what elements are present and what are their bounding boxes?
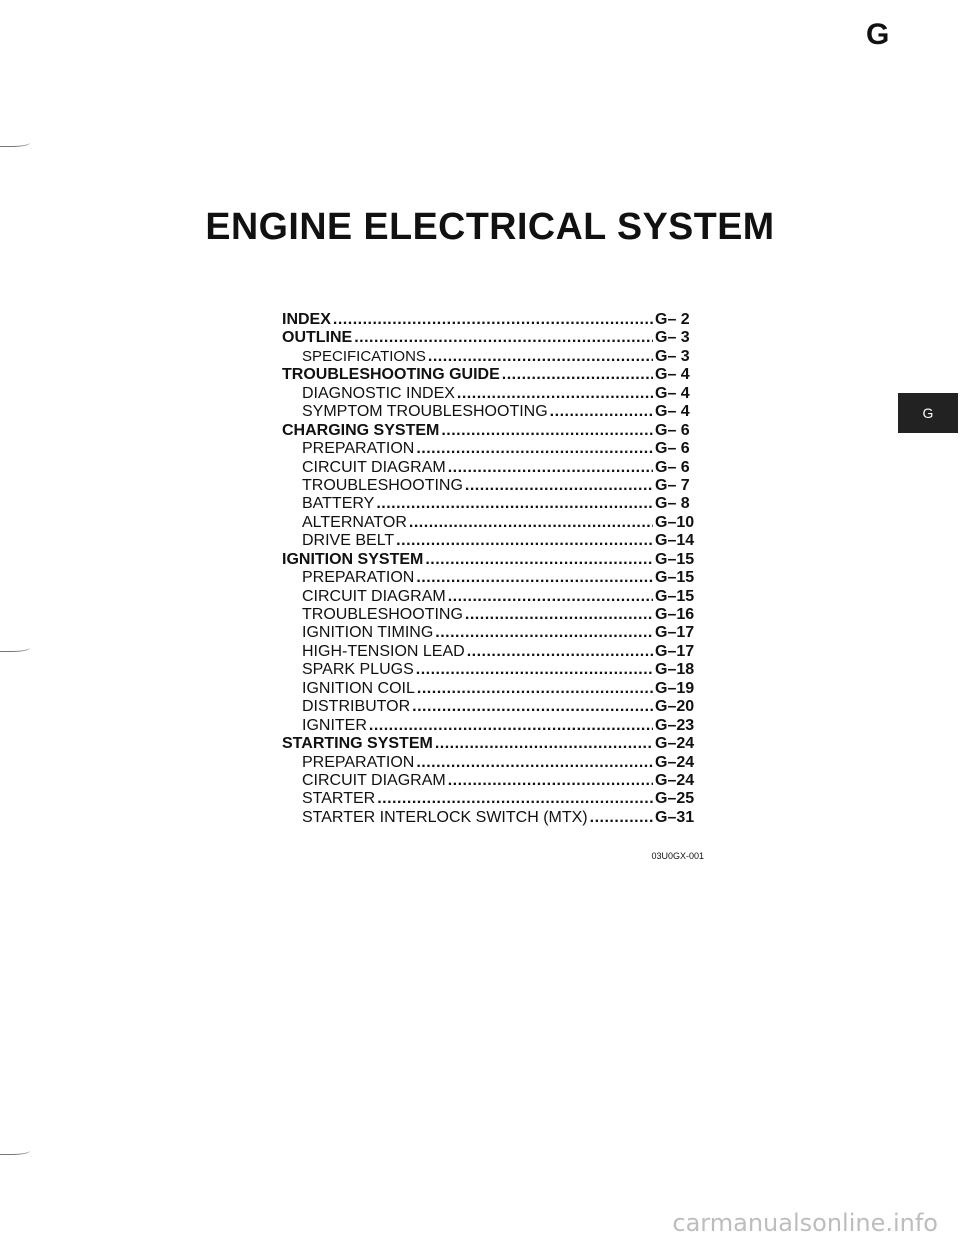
toc-entry-label: ALTERNATOR <box>302 513 407 531</box>
toc-entry-page: G–17 <box>655 642 695 660</box>
toc-entry-page: G– 3 <box>655 329 690 347</box>
toc-leader-dots <box>590 809 653 827</box>
toc-entry-label: STARTER INTERLOCK SWITCH (MTX) <box>302 808 588 826</box>
toc-entry-page: G–18 <box>655 661 695 679</box>
toc-entry[interactable] <box>282 329 707 347</box>
toc-entry-label: CIRCUIT DIAGRAM <box>302 587 446 605</box>
toc-entry[interactable] <box>282 403 707 421</box>
toc-entry-page: G– 4 <box>655 403 690 421</box>
toc-leader-dots <box>467 643 653 661</box>
toc-entry-label: SYMPTOM TROUBLESHOOTING <box>302 403 548 421</box>
toc-entry[interactable] <box>282 772 707 790</box>
toc-entry-label: TROUBLESHOOTING GUIDE <box>282 366 500 384</box>
toc-entry[interactable] <box>282 606 707 624</box>
toc-entry-page: G–16 <box>655 606 695 623</box>
toc-entry-page: G–15 <box>655 587 695 605</box>
toc-leader-dots <box>412 698 653 716</box>
toc-entry-label: DIAGNOSTIC INDEX <box>302 384 455 402</box>
toc-entry-page: G–31 <box>655 808 695 826</box>
toc-entry-label: TROUBLESHOOTING <box>302 606 463 623</box>
toc-entry-page: G– 6 <box>655 440 690 458</box>
toc-entry[interactable] <box>282 551 707 569</box>
toc-entry-page: G– 3 <box>655 347 690 365</box>
toc-entry-page: G– 6 <box>655 458 690 476</box>
toc-entry-page: G– 2 <box>655 311 690 328</box>
toc-entry[interactable] <box>282 422 707 440</box>
toc-entry-label: STARTING SYSTEM <box>282 735 433 753</box>
document-code: 03U0GX-001 <box>651 851 704 861</box>
toc-entry[interactable] <box>282 385 707 403</box>
toc-leader-dots <box>396 532 653 550</box>
toc-leader-dots <box>416 569 653 587</box>
toc-entry[interactable] <box>282 348 707 366</box>
toc-leader-dots <box>435 624 653 642</box>
toc-entry-page: G–15 <box>655 569 695 587</box>
toc-leader-dots <box>425 551 653 569</box>
toc-entry-page: G–10 <box>655 513 695 531</box>
toc-entry-page: G–23 <box>655 716 695 734</box>
toc-entry-page: G–24 <box>655 753 695 771</box>
toc-entry-page: G– 4 <box>655 384 690 402</box>
toc-entry-page: G–24 <box>655 771 695 789</box>
toc-leader-dots <box>465 477 653 495</box>
toc-leader-dots <box>457 385 653 403</box>
toc-entry-label: PREPARATION <box>302 569 415 587</box>
toc-leader-dots <box>502 366 653 384</box>
toc-leader-dots <box>550 403 653 421</box>
toc-entry[interactable] <box>282 366 707 384</box>
toc-entry-label: INDEX <box>282 311 331 328</box>
toc-entry[interactable] <box>282 680 707 698</box>
page-title: ENGINE ELECTRICAL SYSTEM <box>205 206 775 248</box>
toc-leader-dots <box>435 735 653 753</box>
toc-leader-dots <box>441 422 653 440</box>
toc-entry-label: IGNITION COIL <box>302 679 415 697</box>
toc-entry[interactable] <box>282 790 707 808</box>
toc-entry-label: IGNITION SYSTEM <box>282 550 424 568</box>
toc-leader-dots <box>465 606 653 624</box>
toc-entry-label: PREPARATION <box>302 753 415 771</box>
toc-entry[interactable] <box>282 477 707 495</box>
toc-entry-label: SPECIFICATIONS <box>302 347 426 365</box>
toc-leader-dots <box>416 754 653 772</box>
toc-entry-page: G–15 <box>655 550 695 568</box>
section-letter: G <box>866 18 890 51</box>
toc-entry-label: OUTLINE <box>282 329 353 347</box>
toc-entry-label: IGNITER <box>302 716 367 734</box>
toc-entry-label: CIRCUIT DIAGRAM <box>302 771 446 789</box>
toc-leader-dots <box>409 514 653 532</box>
toc-entry-page: G–25 <box>655 790 695 808</box>
toc-entry-label: DRIVE BELT <box>302 532 395 550</box>
toc-entry[interactable] <box>282 440 707 458</box>
scan-mark <box>0 645 30 652</box>
toc-leader-dots <box>354 329 653 347</box>
toc-entry[interactable] <box>282 624 707 642</box>
toc-entry-label: DISTRIBUTOR <box>302 698 411 716</box>
toc-leader-dots <box>416 661 653 679</box>
toc-entry[interactable] <box>282 698 707 716</box>
toc-leader-dots <box>448 588 653 606</box>
toc-entry[interactable] <box>282 735 707 753</box>
toc-entry-label: STARTER <box>302 790 376 808</box>
toc-entry[interactable] <box>282 588 707 606</box>
toc-entry[interactable] <box>282 661 707 679</box>
toc-entry-page: G–14 <box>655 532 695 550</box>
toc-entry[interactable] <box>282 514 707 532</box>
toc-entry[interactable] <box>282 495 707 513</box>
toc-entry-page: G–24 <box>655 735 695 753</box>
toc-leader-dots <box>428 348 653 366</box>
toc-entry[interactable] <box>282 459 707 477</box>
toc-entry-label: IGNITION TIMING <box>302 624 434 642</box>
toc-entry-page: G– 7 <box>655 476 690 494</box>
toc-entry-label: CIRCUIT DIAGRAM <box>302 458 446 476</box>
toc-entry-page: G– 8 <box>655 495 690 513</box>
toc-leader-dots <box>376 495 653 513</box>
toc-entry[interactable] <box>282 311 707 329</box>
toc-entry-page: G–19 <box>655 679 695 697</box>
toc-entry[interactable] <box>282 532 707 550</box>
table-of-contents <box>282 311 707 827</box>
toc-leader-dots <box>416 440 653 458</box>
toc-leader-dots <box>333 311 653 329</box>
watermark: carmanualsonline.info <box>672 1209 938 1237</box>
toc-entry-label: HIGH-TENSION LEAD <box>302 642 465 660</box>
toc-entry-label: TROUBLESHOOTING <box>302 476 463 494</box>
section-tab-label: G <box>922 405 934 421</box>
section-tab <box>898 393 958 433</box>
toc-entry[interactable] <box>282 809 707 827</box>
toc-entry[interactable] <box>282 569 707 587</box>
toc-leader-dots <box>417 680 653 698</box>
toc-entry-label: SPARK PLUGS <box>302 661 414 679</box>
toc-entry-label: BATTERY <box>302 495 375 513</box>
toc-entry-label: PREPARATION <box>302 440 415 458</box>
toc-entry-page: G–17 <box>655 624 695 642</box>
toc-entry-label: CHARGING SYSTEM <box>282 421 440 439</box>
toc-entry-page: G–20 <box>655 698 695 716</box>
toc-entry-page: G– 4 <box>655 366 690 384</box>
toc-entry[interactable] <box>282 754 707 772</box>
scan-mark <box>0 140 30 147</box>
toc-entry-page: G– 6 <box>655 421 690 439</box>
toc-leader-dots <box>448 459 653 477</box>
toc-entry[interactable] <box>282 643 707 661</box>
toc-entry[interactable] <box>282 717 707 735</box>
toc-leader-dots <box>369 717 653 735</box>
scan-mark <box>0 1148 30 1155</box>
toc-leader-dots <box>448 772 653 790</box>
toc-leader-dots <box>377 790 653 808</box>
